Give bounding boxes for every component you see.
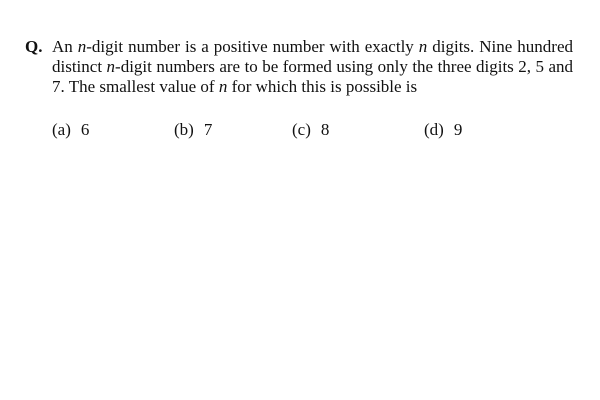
question-text-segment: for which this is possible is [227,77,418,96]
option-a-value: 6 [80,120,90,139]
question-text-segment: -digit numbers are to be formed using only the three digits 2, 5 and 7. The smallest value of [52,57,573,96]
variable-n: n [218,77,228,96]
option-c-value: 8 [320,120,330,139]
question-text-segment: An [52,37,78,56]
question-block [25,37,573,97]
question-text-segment: -digit number is a positive number with exactly [86,37,419,56]
variable-n: n [418,37,428,56]
option-c-label: (c) [292,120,311,139]
option-d [424,120,462,140]
option-d-label: (d) [424,120,444,139]
variable-n: n [106,57,116,76]
answer-options [52,120,552,140]
variable-n: n [77,37,87,56]
question-text-segment: digits. Nine hundred distinct [52,37,573,76]
option-b-label: (b) [174,120,194,139]
question-label: Q. [25,37,43,56]
option-c [292,120,329,140]
option-b-value: 7 [203,120,213,139]
question-text [52,37,573,97]
option-b [174,120,212,140]
option-a-label: (a) [52,120,71,139]
option-a [52,120,89,140]
option-d-value: 9 [453,120,463,139]
